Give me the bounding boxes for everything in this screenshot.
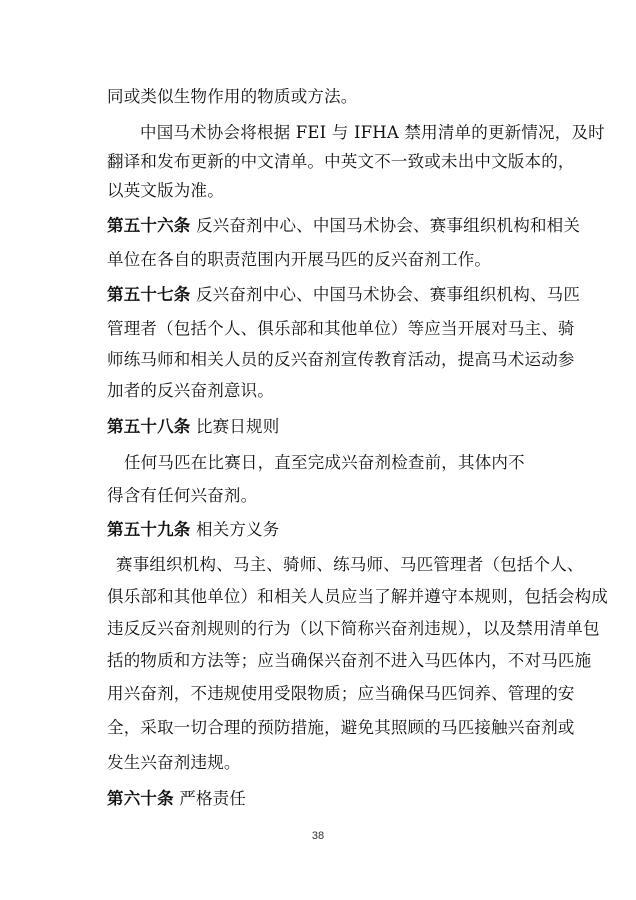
article-number: 第五十七条 — [107, 285, 191, 304]
paragraph-line: 单位在各自的职责范围内开展马匹的反兴奋剂工作。 — [107, 250, 492, 269]
paragraph-line: 加者的反兴奋剂意识。 — [107, 381, 274, 400]
paragraph-line: 括的物质和方法等；应当确保兴奋剂不进入马匹体内，不对马匹施 — [107, 651, 592, 670]
page-number: 38 — [311, 830, 325, 842]
paragraph-line: 翻译和发布更新的中文清单。中英文不一致或未出中文版本的， — [107, 152, 575, 171]
article-60 — [107, 789, 246, 809]
paragraph-line: 以英文版为准。 — [107, 181, 224, 200]
paragraph-line: 中国马术协会将根据 FEI 与 IFHA 禁用清单的更新情况，及时 — [140, 123, 605, 142]
article-56 — [107, 216, 580, 236]
article-text: 比赛日规则 — [195, 417, 280, 436]
article-58 — [107, 417, 279, 437]
paragraph-line: 得含有任何兴奋剂。 — [107, 486, 258, 505]
paragraph-line: 用兴奋剂，不违规使用受限物质；应当确保马匹饲养、管理的安 — [107, 684, 575, 703]
paragraph-line: 俱乐部和其他单位）和相关人员应当了解并遵守本规则，包括会构成 — [107, 587, 608, 606]
article-number: 第六十条 — [107, 789, 174, 808]
article-57 — [107, 285, 580, 305]
article-text: 反兴奋剂中心、中国马术协会、赛事组织机构、马匹 — [195, 285, 581, 304]
article-text: 反兴奋剂中心、中国马术协会、赛事组织机构和相关 — [195, 216, 581, 235]
paragraph-line: 师练马师和相关人员的反兴奋剂宣传教育活动，提高马术运动参 — [107, 350, 575, 369]
paragraph-line: 管理者（包括个人、俱乐部和其他单位）等应当开展对马主、骑 — [107, 319, 575, 338]
paragraph-line: 任何马匹在比赛日，直至完成兴奋剂检查前，其体内不 — [124, 453, 525, 472]
paragraph-line: 违反反兴奋剂规则的行为（以下简称兴奋剂违规），以及禁用清单包 — [107, 619, 600, 638]
paragraph-line: 同或类似生物作用的物质或方法。 — [107, 87, 358, 106]
article-number: 第五十六条 — [107, 216, 191, 235]
article-number: 第五十九条 — [107, 520, 191, 539]
article-number: 第五十八条 — [107, 417, 191, 436]
paragraph-line: 全，采取一切合理的预防措施，避免其照顾的马匹接触兴奋剂或 — [107, 718, 575, 737]
paragraph-line: 赛事组织机构、马主、骑师、练马师、马匹管理者（包括个人、 — [116, 555, 584, 574]
article-59 — [107, 520, 279, 540]
article-text: 相关方义务 — [195, 520, 280, 539]
paragraph-line: 发生兴奋剂违规。 — [107, 753, 241, 772]
article-text: 严格责任 — [179, 789, 247, 808]
